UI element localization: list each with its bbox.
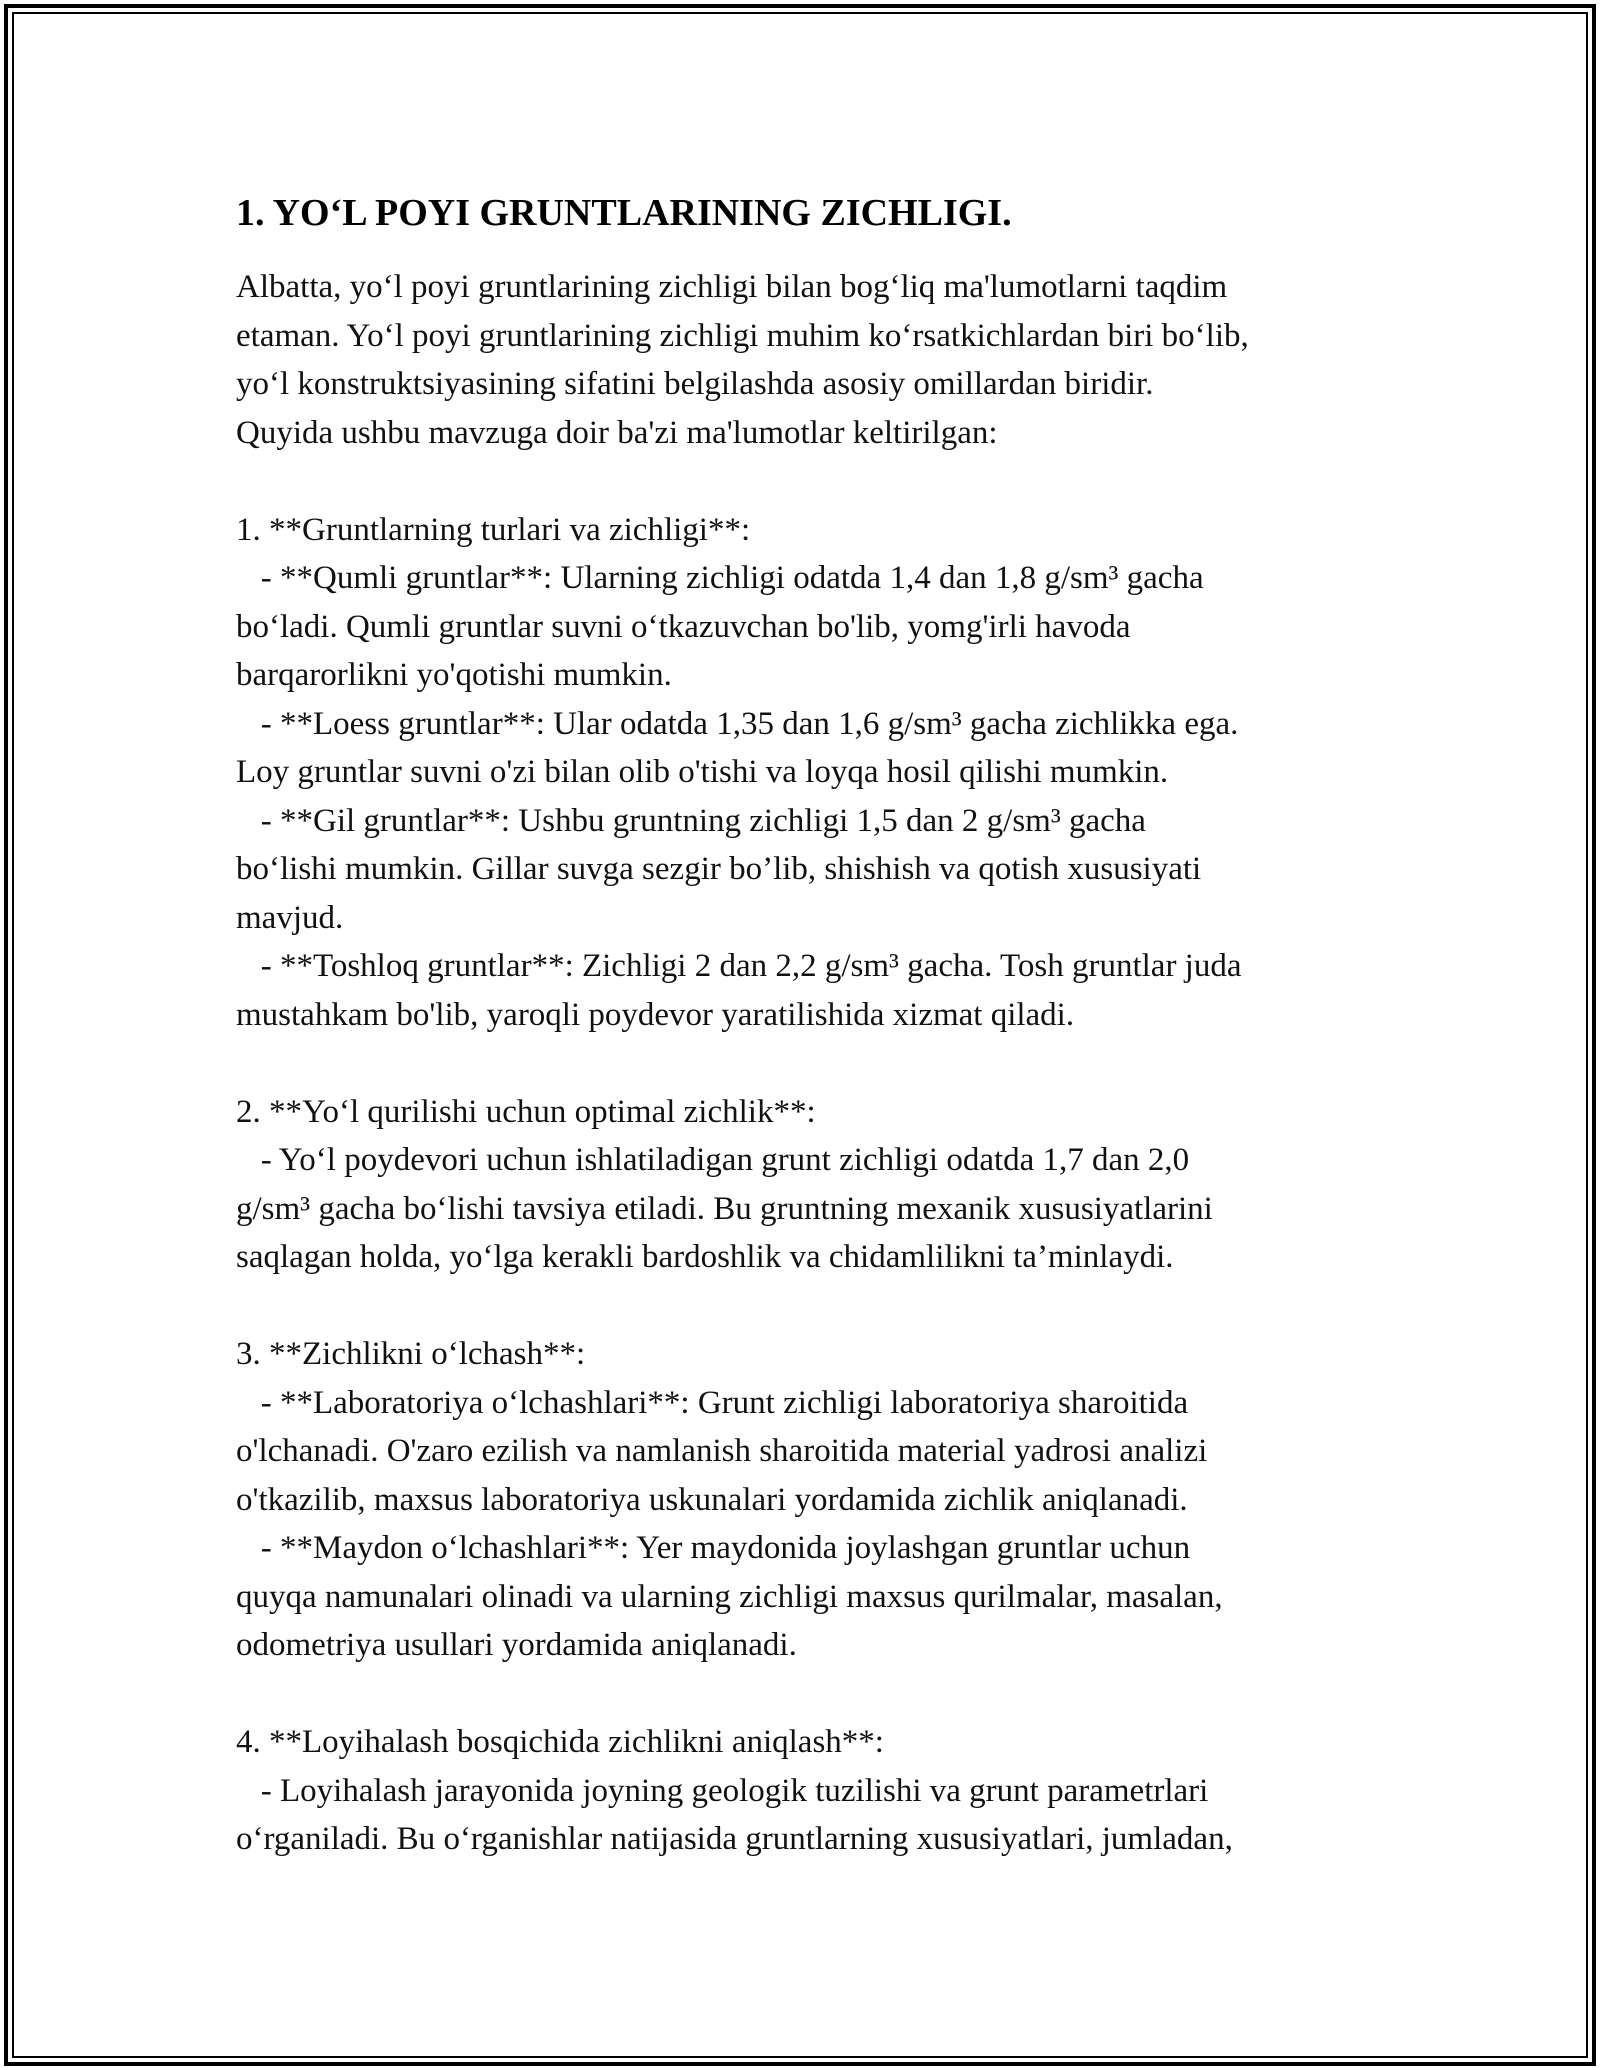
- text-line: - **Laboratoriya o‘lchashlari**: Grunt zichligi laboratoriya sharoitida: [236, 1384, 1189, 1421]
- text-line: mavjud.: [236, 899, 344, 936]
- text-line: mustahkam bo'lib, yaroqli poydevor yaratilishida xizmat qiladi.: [236, 996, 1075, 1033]
- section-heading-3: 3. **Zichlikni o‘lchash**:: [236, 1336, 586, 1372]
- text-line: Loy gruntlar suvni o'zi bilan olib o'tishi va loyqa hosil qilishi mumkin.: [236, 754, 1169, 790]
- text-line: saqlagan holda, yo‘lga kerakli bardoshlik va chidamlilikni ta’minlaydi.: [236, 1239, 1174, 1275]
- text-line: yo‘l konstruktsiyasining sifatini belgilashda asosiy omillardan biridir.: [236, 366, 1154, 402]
- blank-line: [236, 1282, 1386, 1331]
- text-line: odometriya usullari yordamida aniqlanadi.: [236, 1627, 797, 1663]
- text-line: - Yo‘l poydevori uchun ishlatiladigan grunt zichligi odatda 1,7 dan 2,0: [236, 1142, 1190, 1178]
- text-line: - **Toshloq gruntlar**: Zichligi 2 dan 2,2 g/sm³ gacha. Tosh gruntlar juda: [236, 948, 1242, 984]
- text-line: bo‘ladi. Qumli gruntlar suvni o‘tkazuvchan bo'lib, yomg'irli havoda: [236, 608, 1131, 645]
- text-line: Quyida ushbu mavzuga doir ba'zi ma'lumotlar keltirilgan:: [236, 414, 998, 451]
- text-line: - **Loess gruntlar**: Ular odatda 1,35 dan 1,6 g/sm³ gacha zichlikka ega.: [236, 705, 1239, 742]
- text-line: - **Qumli gruntlar**: Ularning zichligi odatda 1,4 dan 1,8 g/sm³ gacha: [236, 560, 1204, 596]
- document-title: 1. YO‘L POYI GRUNTLARINING ZICHLIGI.: [236, 192, 1012, 234]
- text-line: bo‘lishi mumkin. Gillar suvga sezgir bo’lib, shishish va qotish xususiyati: [236, 851, 1202, 887]
- text-line: barqarorlikni yo'qotishi mumkin.: [236, 657, 672, 693]
- text-line: - **Maydon o‘lchashlari**: Yer maydonida joylashgan gruntlar uchun: [236, 1530, 1191, 1566]
- text-line: o‘rganiladi. Bu o‘rganishlar natijasida gruntlarning xususiyatlari, jumladan,: [236, 1821, 1233, 1857]
- section-heading-2: 2. **Yo‘l qurilishi uchun optimal zichlik**:: [236, 1093, 816, 1130]
- text-line: - **Gil gruntlar**: Ushbu gruntning zichligi 1,5 dan 2 g/sm³ gacha: [236, 802, 1146, 839]
- text-line: g/sm³ gacha bo‘lishi tavsiya etiladi. Bu gruntning mexanik xususiyatlarini: [236, 1190, 1213, 1227]
- text-line: etaman. Yo‘l poyi gruntlarining zichligi muhim ko‘rsatkichlardan biri bo‘lib,: [236, 317, 1249, 354]
- text-line: o'lchanadi. O'zaro ezilish va namlanish sharoitida material yadrosi analizi: [236, 1433, 1208, 1469]
- section-heading-1: 1. **Gruntlarning turlari va zichligi**:: [236, 511, 751, 548]
- blank-line: [236, 1039, 1386, 1088]
- text-line: o'tkazilib, maxsus laboratoriya uskunalari yordamida zichlik aniqlanadi.: [236, 1481, 1188, 1518]
- blank-line: [236, 457, 1386, 506]
- document-content: [236, 185, 1386, 1864]
- text-line: quyqa namunalari olinadi va ularning zichligi maxsus qurilmalar, masalan,: [236, 1578, 1223, 1615]
- blank-line: [236, 1670, 1386, 1719]
- text-line: - Loyihalash jarayonida joyning geologik tuzilishi va grunt parametrlari: [236, 1772, 1209, 1809]
- section-heading-4: 4. **Loyihalash bosqichida zichlikni aniqlash**:: [236, 1724, 884, 1760]
- text-line: Albatta, yo‘l poyi gruntlarining zichligi bilan bog‘liq ma'lumotlarni taqdim: [236, 269, 1228, 305]
